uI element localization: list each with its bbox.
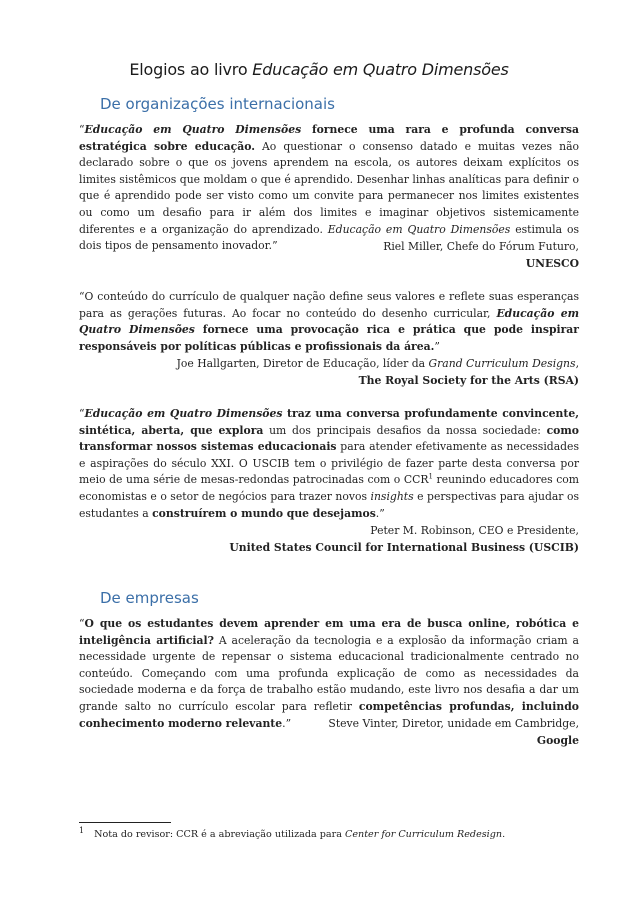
attribution-1: [79, 239, 579, 272]
attribution-1-person: Riel Miller, Chefe do Fórum Futuro,: [383, 240, 579, 253]
attribution-2: [79, 356, 579, 389]
footnote: [79, 826, 599, 840]
quote-segment: insights: [370, 489, 414, 503]
quote-segment: “: [79, 123, 85, 136]
quote-segment: fornece uma rara e profunda conversa estratégica sobre educação.: [79, 123, 579, 153]
quote-segment: .”: [282, 716, 292, 730]
quote-segment: O que os estudantes devem aprender em uma era de busca online, robótica e inteligência artificial?: [79, 617, 579, 647]
attribution-3: [79, 523, 579, 556]
quote-segment: Educação em Quatro Dimensões: [84, 123, 302, 136]
attribution-1-org: UNESCO: [525, 256, 579, 270]
quote-segment: 1: [428, 472, 433, 481]
quote-segment: Educação em Quatro Dimensões: [84, 407, 283, 420]
quote-segment: traz uma conversa profundamente convincente, sintética, aberta, que explora: [79, 407, 579, 437]
page-title: [0, 60, 638, 79]
quote-3: [79, 406, 579, 522]
quote-segment: “: [79, 617, 85, 630]
footnote-number: 1: [79, 826, 85, 835]
quote-segment: e perspectivas para ajudar os estudantes a: [79, 489, 579, 520]
attribution-2-org: The Royal Society for the Arts (RSA): [358, 373, 579, 387]
quote-segment: Educação em Quatro Dimensões: [79, 306, 580, 337]
quote-segment: A aceleração da tecnologia e a explosão da informação criam a necessidade urgente de repensar o sistema educacional tradicionalmente centrado no conteúdo. Começando com uma profunda explicação de como as necessidades da sociedade moderna e da força de trabalho estão mudando, este livro nos desafia a dar um grande salto no currículo escolar para refletir: [79, 633, 579, 713]
quote-segment: “: [79, 407, 85, 420]
quote-segment: .”: [375, 506, 385, 520]
attribution-4: [79, 716, 579, 749]
footnote-text: Nota do revisor: CCR é a abreviação utilizada para: [94, 829, 345, 840]
attribution-4-org: Google: [536, 733, 579, 747]
attribution-3-person: Peter M. Robinson, CEO e Presidente,: [370, 524, 579, 537]
attribution-3-org: United States Council for International Business (USCIB): [229, 540, 579, 554]
attribution-2-person: Joe Hallgarten, Diretor de Educação, líder da Grand Curriculum Designs,: [176, 357, 579, 370]
quote-1: [79, 122, 579, 255]
attribution-4-person: Steve Vinter, Diretor, unidade em Cambridge,: [328, 717, 579, 730]
footnote-divider: [79, 822, 171, 823]
quote-segment: “O conteúdo do currículo de qualquer nação define seus valores e reflete suas esperanças para as gerações futuras. Ao focar no conteúdo do desenho curricular,: [79, 290, 579, 320]
quote-segment: reunindo educadores com economistas e o setor de negócios para trazer novos: [79, 473, 579, 503]
title-book-name: Educação em Quatro Dimensões: [252, 60, 509, 79]
quote-segment: um dos principais desafios da nossa sociedade:: [263, 423, 547, 437]
quote-2: [79, 289, 579, 355]
section-heading-companies: De empresas: [100, 589, 199, 607]
quote-segment: ”: [434, 339, 440, 353]
section-heading-international: De organizações internacionais: [100, 95, 335, 113]
quote-segment: estimula os dois tipos de pensamento inovador.”: [79, 222, 579, 253]
quote-segment: como transformar nossos sistemas educacionais: [79, 423, 579, 454]
quote-4: [79, 616, 579, 732]
quote-segment: competências profundas, incluindo conhecimento moderno relevante: [79, 699, 579, 730]
quote-segment: para atender efetivamente as necessidades e aspirações do século XXI. O USCIB tem o privilégio de fazer parte desta conversa por meio de uma série de mesas-redondas patrocinadas com o CCR: [79, 440, 579, 487]
quote-segment: construírem o mundo que desejamos: [152, 506, 376, 520]
quote-segment: fornece uma provocação rica e prática que pode inspirar responsáveis por políticas públicas e profissionais da área.: [79, 323, 579, 353]
quote-segment: Educação em Quatro Dimensões: [327, 222, 511, 236]
footnote-emphasis: Center for Curriculum Redesign.: [345, 829, 506, 840]
title-prefix: Elogios ao livro: [129, 60, 253, 79]
quote-segment: Ao questionar o consenso datado e muitas vezes não declarado sobre o que os jovens aprendem na escola, os autores deixam explícitos os limites sistêmicos que moldam o que é aprendido. Desenhar linhas analíticas para definir o que é aprendido pode ser visto como um convite para permanecer nos limites existentes ou como um desafio para ir além dos limites e imaginar objetivos sistemicamente diferentes e a organização do aprendizado.: [79, 139, 580, 236]
